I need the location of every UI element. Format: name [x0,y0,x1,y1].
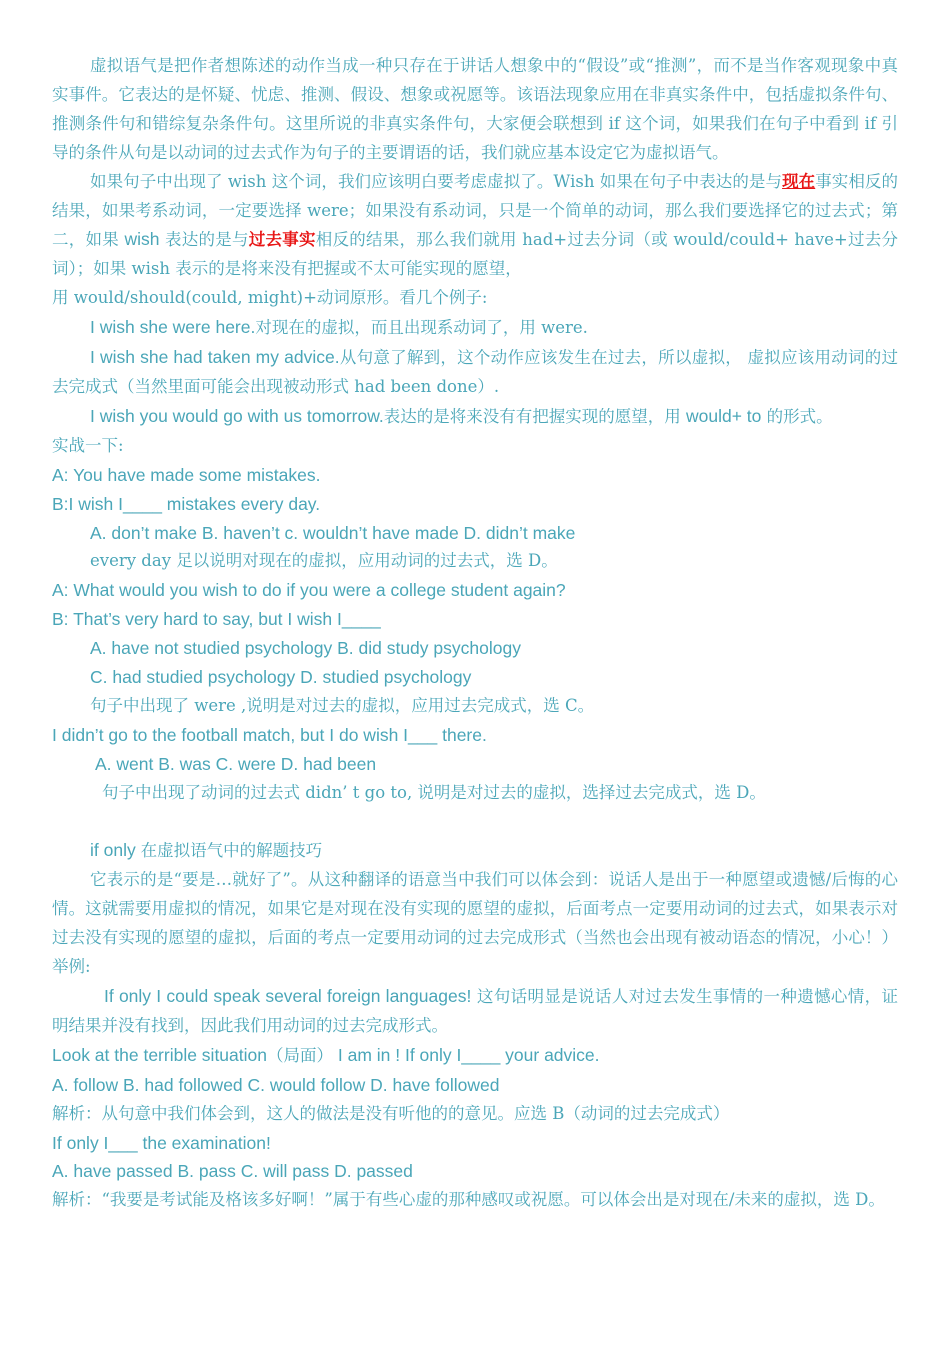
highlight-present: 现在 [782,171,816,191]
wish-word: wish [124,229,160,250]
section-gap [52,808,898,837]
q3-explanation: 句子中出现了动词的过去式 didn’ t go to, 说明是对过去的虚拟，选择过去完成式，选 D。 [102,782,766,802]
wish-text-c: 表达的是与 [159,230,249,250]
example-3-en2: would+ to [686,405,762,426]
q1-line-a: A: You have made some mistakes. [52,464,321,485]
example-1 [52,313,898,343]
example-2-en: I wish she had taken my advice. [90,347,340,368]
q3-line-a: I didn’t go to the football match, but I do wish I___ there. [52,724,487,745]
q5-options: A. have passed B. pass C. will pass D. passed [52,1161,413,1182]
usage-line: 用 would/should(could, might)+动词原形。看几个例子: [52,288,488,308]
q4-text-3: I am in ! If only I____ your advice. [333,1044,600,1065]
q3-options: A. went B. was C. were D. had been [95,753,377,774]
q5-line-a: If only I___ the examination! [52,1132,271,1153]
ifonly-example-en: If only I could speak several foreign languages! [104,985,472,1006]
ifonly-example-cn: 这句话明显是说话人对过去发生事情的一种遗憾心情，证明结果并没有找到，因此我们用动词的过去完成形式。 [52,986,898,1035]
example-1-en: I wish she were here. [90,317,256,338]
ifonly-title-en: if only [90,840,141,861]
q4-line-a [52,1041,898,1071]
practice-label: 实战一下: [52,435,124,455]
ifonly-example [52,982,898,1041]
q2-options-1: A. have not studied psychology B. did study psychology [90,638,521,659]
q2-line-a: A: What would you wish to do if you were a college student again? [52,580,566,601]
q2-options-2: C. had studied psychology D. studied psychology [90,667,472,688]
example-3 [52,402,898,432]
example-1-cn: 对现在的虚拟，而且出现系动词了，用 were. [255,318,588,338]
q5-explanation: 解析：“我要是考试能及格该多好啊！”属于有些心虚的那种感叹或祝愿。可以体会出是对现在/未来的虚拟，选 D。 [52,1190,885,1210]
document-page [52,52,898,1215]
ifonly-title-cn: 在虚拟语气中的解题技巧 [140,841,323,861]
example-3-cn1: 表达的是将来没有有把握实现的愿望，用 [383,406,686,426]
ifonly-body: 它表示的是“要是…就好了”。从这种翻译的语意当中我们可以体会到：说话人是出于一种愿望或遗憾/后悔的心情。这就需要用虚拟的情况，如果它是对现在没有实现的愿望的虚拟，后面考点一定要用动词的过去式，如果表示对过去没有实现的愿望的虚拟，后面的考点一定要用动词的过去完成形式（当然也会出现有被动语态的情况，小心！）举例: [52,870,898,977]
wish-paragraph [52,168,898,285]
wish-text-d: 相反的结果，那么我们就用 had+过去分词（或 would/could+ have+过去分词）；如果 wish 表示的是将来没有把握或不太可能实现的愿望， [52,230,899,279]
example-3-cn2: 的形式。 [761,406,833,426]
q4-options: A. follow B. had followed C. would follow D. have followed [52,1074,500,1095]
example-2-cn: 从句意了解到，这个动作应该发生在过去，所以虚拟， 虚拟应该用动词的过去完成式（当然里面可能会出现被动形式 had been done）. [52,348,898,396]
q1-options: A. don’t make B. haven’t c. wouldn’t have made D. didn’t make [90,522,576,543]
example-2 [52,343,898,402]
q1-line-b: B:I wish I____ mistakes every day. [52,493,321,514]
example-3-en: I wish you would go with us tomorrow. [90,405,384,426]
q4-explanation: 解析：从句意中我们体会到，这人的做法是没有听他的的意见。应选 B（动词的过去完成式） [52,1103,730,1123]
q2-explanation: 句子中出现了 were ,说明是对过去的虚拟，应用过去完成式，选 C。 [90,695,595,715]
highlight-past-fact: 过去事实 [248,230,316,250]
q2-line-b: B: That’s very hard to say, but I wish I____ [52,609,381,630]
q1-explanation: every day 足以说明对现在的虚拟，应用动词的过去式，选 D。 [90,551,558,571]
q4-text-2: （局面） [267,1045,333,1065]
ifonly-title [52,836,898,866]
wish-text-b: 事实相反的结果，如果考系动词，一定要选择 were；如果没有系动词，只是一个简单的动词，那么我们要选择它的过去式；第二，如果 [52,171,899,250]
intro-paragraph: 虚拟语气是把作者想陈述的动作当成一种只存在于讲话人想象中的“假设”或“推测”，而不是当作客观现象中真实事件。它表达的是怀疑、忧虑、推测、假设、想象或祝愿等。该语法现象应用在非真实条件中，包括虚拟条件句、推测条件句和错综复杂条件句。这里所说的非真实条件句，大家便会联想到 if 这个词，如果我们在句子中看到 if 引导的条件从句是以动词的过去式作为句子的主要谓语的话，我们就应基本设定它为虚拟语气。 [52,56,898,162]
q4-text-1: Look at the terrible situation [52,1044,267,1065]
wish-text-a: 如果句子中出现了 wish 这个词，我们应该明白要考虑虚拟了。Wish 如果在句子中表达的是与 [90,171,783,191]
